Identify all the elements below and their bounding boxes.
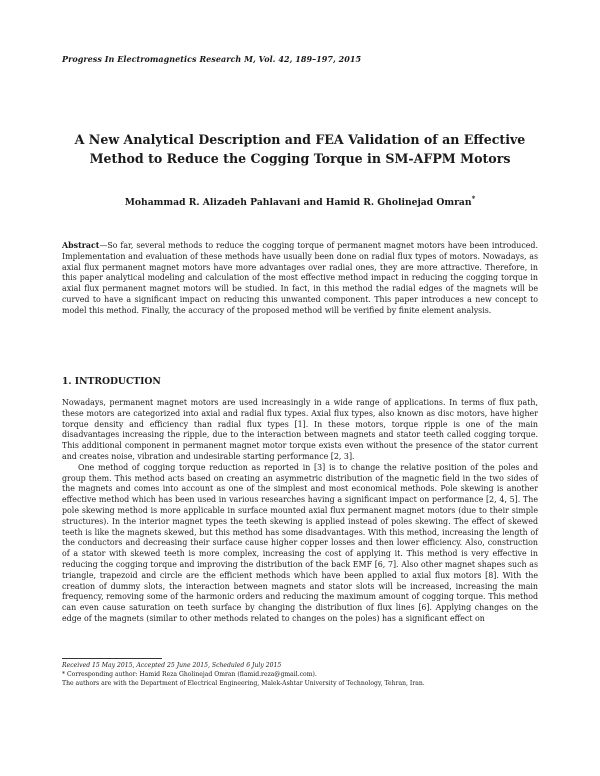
section-body <box>62 398 538 625</box>
author-list <box>40 194 560 208</box>
paragraph-2: One method of cogging torque reduction as reported in [3] is to change the relative position of the poles and group them. This method acts based on creating an asymmetric distribution of the magnetic field in the two sides of the magnets and comes into account as one of the simplest and most economical methods. Pole skewing is another effective method which has been used in various researches having a significant impact on performance [2, 4, 5]. The pole skewing method is more applicable in surface mounted axial flux permanent magnet motors (due to their simple structures). In the interior magnet types the teeth skewing is applied instead of poles skewing. The effect of skewed teeth is like the magnets skewed, but this method has some disadvantages. With this method, increasing the length of the conductors and decreasing their surface cause higher copper losses and then lower efficiency. Also, construction of a stator with skewed teeth is more complex, increasing the cost of applying it. This method is very effective in reducing the cogging torque and improving the distribution of the back EMF [6, 7]. Also other magnet shapes such as triangle, trapezoid and circle are the efficient methods which have been applied to axial flux motors [8]. With the creation of dummy slots, the interaction between magnets and stator slots will be increased, increasing the main frequency, removing some of the harmonic orders and reducing the maximum amount of cogging torque. This method can even cause saturation on teeth surface by changing the distribution of flux lines [6]. Applying changes on the edge of the magnets (similar to other methods related to changes on the poles) has a significant effect on <box>62 462 538 623</box>
author-affiliation: The authors are with the Department of Electrical Engineering, Malek-Ashtar University of Technology, Tehran, Iran. <box>62 680 425 687</box>
authors-text: Mohammad R. Alizadeh Pahlavani and Hamid R. Gholinejad Omran <box>124 197 472 209</box>
footnote-divider <box>62 658 162 659</box>
journal-header: Progress In Electromagnetics Research M, Vol. 42, 189–197, 2015 <box>62 54 362 64</box>
section-heading: 1. INTRODUCTION <box>62 376 161 387</box>
abstract <box>62 241 538 317</box>
paper-title <box>40 130 560 168</box>
footnotes <box>62 661 538 688</box>
abstract-label: Abstract <box>62 241 100 250</box>
corresponding-author-note: * Corresponding author: Hamid Reza Gholinejad Omran (flamid.reza@gmail.com). <box>62 671 317 678</box>
corresponding-author-mark: * <box>471 194 476 203</box>
paragraph-1: Nowadays, permanent magnet motors are used increasingly in a wide range of applications. In terms of flux path, these motors are categorized into axial and radial flux types. Axial flux types, also known as disc motors, have higher torque density and efficiency than radial flux types [1]. In these motors, torque ripple is one of the main disadvantages increasing the ripple, due to the interaction between magnets and stator teeth called cogging torque. This additional component in permanent magnet motor torque exists even without the presence of the stator current and creates noise, vibration and undesirable starting performance [2, 3]. <box>62 398 538 461</box>
title-line-2: Method to Reduce the Cogging Torque in SM-AFPM Motors <box>89 151 511 166</box>
abstract-text: —So far, several methods to reduce the cogging torque of permanent magnet motors have been introduced. Implementation and evaluation of these methods have usually been done on radial flux types of motors. Nowadays, as axial flux permanent magnet motors have more advantages over radial ones, they are more attractive. Therefore, in this paper analytical modeling and calculation of the most effective method impact in reducing the cogging torque in axial flux permanent magnet motors will be studied. In fact, in this method the radial edges of the magnets will be curved to have a significant impact on reducing this unwanted component. This paper introduces a new concept to model this method. Finally, the accuracy of the proposed method will be verified by finite element analysis. <box>62 241 538 315</box>
received-dates: Received 15 May 2015, Accepted 25 June 2015, Scheduled 6 July 2015 <box>62 662 282 669</box>
title-line-1: A New Analytical Description and FEA Validation of an Effective <box>74 132 526 147</box>
